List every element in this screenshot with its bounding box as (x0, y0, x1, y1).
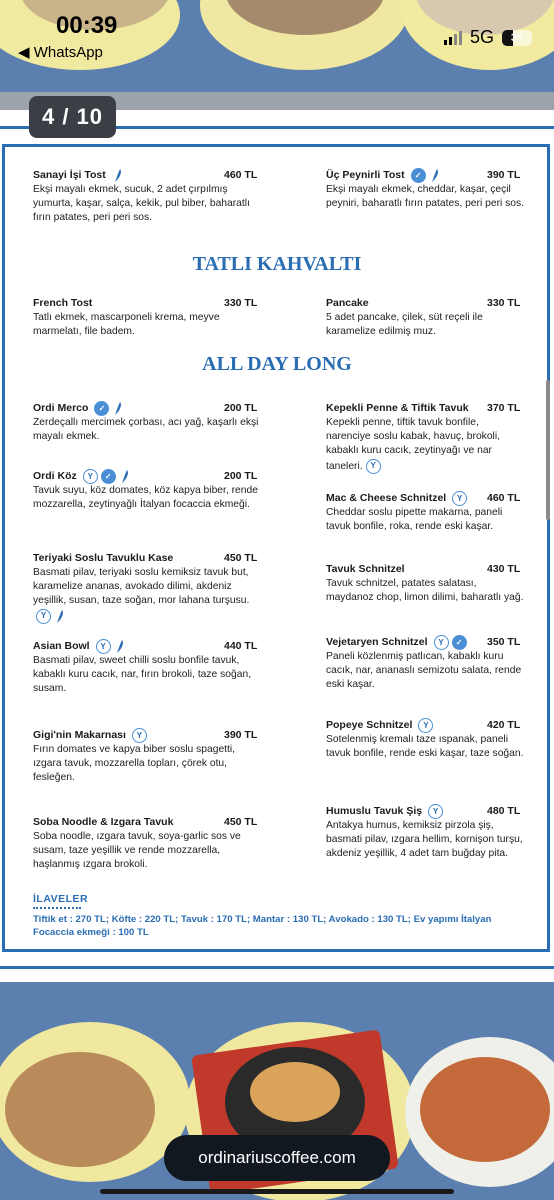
check-icon: ✓ (411, 168, 426, 183)
chili-icon (119, 469, 130, 484)
menu-item-mac-cheese (326, 490, 526, 534)
menu-item-asian-bowl (33, 638, 265, 697)
vegetarian-icon: Y (452, 491, 467, 506)
menu-item-humuslu (326, 803, 526, 862)
item-name: Tavuk Schnitzel (326, 563, 405, 575)
food-image (250, 1062, 340, 1122)
signal-icon (444, 31, 462, 45)
back-to-whatsapp-link[interactable]: ◀ WhatsApp (18, 44, 103, 61)
item-name: Ordi Köz (33, 470, 77, 482)
battery-icon: 35 (502, 30, 532, 46)
item-price: 440 TL (224, 640, 258, 652)
extras-title: İLAVELER (33, 893, 89, 905)
check-icon: ✓ (94, 401, 109, 416)
item-desc: 5 adet pancake, çilek, süt reçeli ile karamelize edilmiş muz. (326, 312, 483, 338)
chili-icon (54, 609, 65, 624)
menu-item-teriyaki (33, 550, 265, 624)
menu-item-french-tost (33, 295, 265, 339)
menu-item-ordi-merco (33, 400, 265, 444)
vegetarian-icon: Y (434, 635, 449, 650)
check-icon: ✓ (101, 469, 116, 484)
scrollbar[interactable] (546, 380, 550, 520)
item-desc: Cheddar soslu pipette makarna, paneli tavuk bonfile, roka, rende eski kaşar. (326, 507, 503, 533)
status-time: 00:39 (56, 12, 118, 39)
item-price: 200 TL (224, 402, 258, 414)
item-desc: Kepekli penne, tiftik tavuk bonfile, narenciye soslu kabak, havuç, brokoli, kabaklı kuru cacık, zeytinyağı ve nar taneleri. Y (326, 417, 500, 472)
item-price: 390 TL (487, 169, 521, 181)
chili-icon (429, 168, 440, 183)
item-desc: Antakya humus, kemiksiz pirzola şiş, basmati pilav, ızgara hellim, kornişon turşu, akdeniz yeşillik, 4 adet tam buğday pita. (326, 820, 523, 860)
chili-icon (112, 401, 123, 416)
item-desc: Soba noodle, ızgara tavuk, soya-garlic sos ve susam, taze yeşillik ve rende mozzarella, haşlanmış ızgara brokoli. (33, 831, 241, 871)
item-price: 460 TL (487, 492, 521, 504)
item-name: Vejetaryen Schnitzel (326, 636, 428, 648)
food-image (420, 1057, 550, 1162)
check-icon: ✓ (452, 635, 467, 650)
menu-item-penne (326, 400, 526, 474)
website-url-button[interactable]: ordinariuscoffee.com (164, 1135, 390, 1181)
vegetarian-icon: Y (132, 728, 147, 743)
item-desc: Sotelenmiş kremalı taze ıspanak, paneli tavuk bonfile, rende eski kaşar, taze soğan. (326, 734, 524, 760)
food-image (5, 1052, 155, 1167)
menu-item-tavuk-schnitzel (326, 561, 526, 605)
menu-item-sanayi (33, 167, 265, 226)
menu-item-gigi (33, 727, 265, 786)
network-label: 5G (469, 27, 494, 47)
item-price: 390 TL (224, 729, 258, 741)
item-name: Ordi Merco (33, 402, 89, 414)
item-desc: Tavuk suyu, köz domates, köz kapya biber, rende mozzarella, zeytinyağlı İtalyan focaccia ekmeği. (33, 485, 258, 511)
item-price: 450 TL (224, 816, 258, 828)
item-desc: Basmati pilav, sweet chilli soslu bonfile tavuk, kabaklı kuru cacık, nar, fırın brokoli, taze soğan, susam. (33, 655, 252, 695)
vegetarian-icon: Y (96, 639, 111, 654)
item-name: Pancake (326, 297, 369, 309)
item-name: Sanayi İşi Tost (33, 169, 106, 181)
extras-section (33, 893, 533, 939)
item-price: 350 TL (487, 636, 521, 648)
item-name: Asian Bowl (33, 640, 90, 652)
item-name: Kepekli Penne & Tiftik Tavuk (326, 402, 469, 414)
item-desc: Paneli közlenmiş patlıcan, kabaklı kuru cacık, nar, ananaslı semizotu salata, rende eski kaşar. (326, 651, 522, 691)
item-name: Popeye Schnitzel (326, 719, 413, 731)
item-price: 450 TL (224, 552, 258, 564)
item-name: French Tost (33, 297, 93, 309)
item-desc: Tatlı ekmek, mascarponeli krema, meyve marmelatı, file badem. (33, 312, 220, 338)
chili-icon (112, 168, 123, 183)
menu-item-pancake (326, 295, 526, 339)
item-desc: Ekşi mayalı ekmek, cheddar, kaşar, çeçil peyniri, baharatlı fırın patates, peri peri sos. (326, 184, 525, 210)
extras-text: Tiftik et : 270 TL; Köfte : 220 TL; Tavuk : 170 TL; Mantar : 130 TL; Avokado : 130 TL; Ev yapımı İtalyan Focaccia ekmeği : 100 TL (33, 914, 492, 938)
vegetarian-icon: Y (366, 459, 381, 474)
section-title-allday: ALL DAY LONG (202, 353, 352, 375)
vegetarian-icon: Y (36, 609, 51, 624)
item-desc: Zerdeçallı mercimek çorbası, acı yağ, kaşarlı ekşi mayalı ekmek. (33, 417, 259, 443)
item-price: 370 TL (487, 402, 521, 414)
extras-divider (33, 907, 81, 909)
item-price: 420 TL (487, 719, 521, 731)
item-price: 430 TL (487, 563, 521, 575)
item-desc: Fırın domates ve kapya biber soslu spagetti, ızgara tavuk, mozzarella topları, çörek otu, fesleğen. (33, 744, 236, 784)
item-desc: Basmati pilav, teriyaki soslu kemiksiz tavuk but, karamelize ananas, avokado dilimi, akdeniz yeşillik, susan, taze soğan, mor lahana turşusu. Y (33, 566, 265, 624)
status-indicators (444, 27, 532, 48)
item-desc: Tavuk schnitzel, patates salatası, maydanoz chop, limon dilimi, baharatlı yağ. (326, 578, 524, 604)
item-name: Teriyaki Soslu Tavuklu Kase (33, 552, 174, 564)
item-name: Humuslu Tavuk Şiş (326, 805, 423, 817)
item-price: 330 TL (224, 297, 258, 309)
item-price: 330 TL (487, 297, 521, 309)
item-name: Gigi'nin Makarnası (33, 729, 126, 741)
section-title-tatli: TATLI KAHVALTI (192, 253, 362, 275)
item-name: Soba Noodle & Izgara Tavuk (33, 816, 174, 828)
home-indicator[interactable] (100, 1189, 454, 1194)
item-desc: Ekşi mayalı ekmek, sucuk, 2 adet çırpılmış yumurta, kaşar, salça, kekik, pul biber, baharatlı fırın patates, peri peri sos. (33, 184, 250, 224)
menu-item-vejetaryen (326, 634, 526, 693)
menu-item-popeye (326, 717, 526, 761)
vegetarian-icon: Y (418, 718, 433, 733)
item-price: 200 TL (224, 470, 258, 482)
item-price: 480 TL (487, 805, 521, 817)
menu-item-uc-peynirli (326, 167, 526, 211)
vegetarian-icon: Y (83, 469, 98, 484)
item-name: Üç Peynirli Tost (326, 169, 405, 181)
vegetarian-icon: Y (428, 804, 443, 819)
item-price: 460 TL (224, 169, 258, 181)
menu-item-soba (33, 814, 265, 873)
item-name: Mac & Cheese Schnitzel (326, 492, 447, 504)
page-indicator: 4 / 10 (29, 96, 116, 138)
bottom-rule (0, 966, 554, 969)
chili-icon (114, 639, 125, 654)
menu-item-ordi-koz (33, 468, 265, 512)
